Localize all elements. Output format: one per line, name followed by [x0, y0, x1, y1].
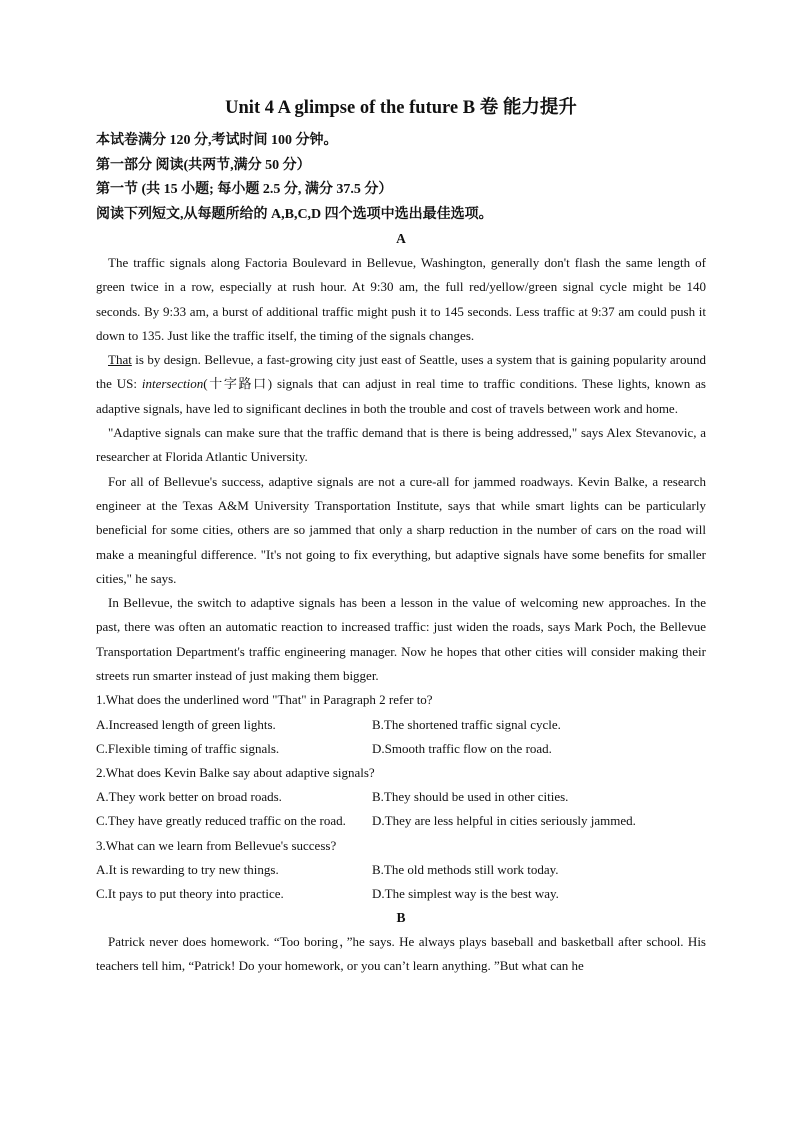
passage-a-paragraph-2	[96, 348, 706, 421]
option-b: B.The shortened traffic signal cycle.	[372, 716, 561, 732]
document-page	[96, 96, 706, 979]
option-d: D.They are less helpful in cities seriously jammed.	[372, 813, 636, 829]
underlined-word: That	[108, 352, 132, 368]
passage-a-label: A	[396, 231, 406, 246]
option-a: A.It is rewarding to try new things.	[96, 861, 279, 877]
passage-a-paragraph-5: In Bellevue, the switch to adaptive signals has been a lesson in the value of welcoming new approaches. In the past, there was often an automatic reaction to increased traffic: just widen the roads, says Mark Poch, the Bellevue Transportation Department's traffic engineering manager. Now he hopes that other cities will consider making their streets run smarter instead of just making them bigger.	[96, 595, 706, 684]
option-d: D.Smooth traffic flow on the road.	[372, 740, 552, 756]
section-heading: 第一节 (共 15 小题; 每小题 2.5 分, 满分 37.5 分）	[96, 182, 393, 197]
option-a: A.They work better on broad roads.	[96, 789, 282, 805]
part-heading: 第一部分 阅读(共两节,满分 50 分）	[96, 157, 311, 173]
option-row	[96, 785, 706, 809]
passage-a-paragraph-3: "Adaptive signals can make sure that the traffic demand that is there is being addressed," says Alex Stevanovic, a researcher at Florida Atlantic University.	[96, 425, 706, 465]
question-2	[96, 761, 706, 834]
paragraph-2-text-a: is by design. Bellevue, a fast-growing city just east of Seattle, uses a system that is gaining popularity around the US:	[96, 352, 706, 392]
passage-a-paragraph-4: For all of Bellevue's success, adaptive signals are not a cure-all for jammed roadways. Kevin Balke, a research engineer at the Texas A&M University Transportation Institute, says that while smart lights can be particularly beneficial for some cities, others are so jammed that only a sharp reduction in the number of cars on the road will make a meaningful difference. "It's not going to fix everything, but adaptive signals have some benefits for smaller cities," he says.	[96, 473, 706, 586]
question-stem: 1.What does the underlined word "That" in Paragraph 2 refer to?	[96, 692, 433, 708]
option-a: A.Increased length of green lights.	[96, 716, 276, 732]
question-1	[96, 688, 706, 761]
question-stem: 2.What does Kevin Balke say about adaptive signals?	[96, 764, 375, 780]
passage-b-paragraph-1: Patrick never does homework. “Too boring，”he says. He always plays baseball and basketball after school. His teachers tell him, “Patrick! Do your homework, or you can’t learn anything. ”But what can he	[96, 934, 706, 974]
paragraph-2-text-b: (十字路口) signals that can adjust in real time to traffic conditions. These lights, known as adaptive signals, have led to significant declines in both the trouble and cost of travels between work and home.	[96, 376, 706, 416]
option-d: D.The simplest way is the best way.	[372, 885, 559, 901]
page-title: Unit 4 A glimpse of the future B 卷 能力提升	[225, 98, 577, 118]
question-3	[96, 834, 706, 907]
option-row	[96, 809, 706, 833]
question-stem: 3.What can we learn from Bellevue's success?	[96, 837, 337, 853]
option-row	[96, 882, 706, 906]
option-row	[96, 737, 706, 761]
option-c: C.Flexible timing of traffic signals.	[96, 740, 280, 756]
instructions: 阅读下列短文,从每题所给的 A,B,C,D 四个选项中选出最佳选项。	[96, 206, 493, 222]
option-row	[96, 858, 706, 882]
option-b: B.The old methods still work today.	[372, 861, 559, 877]
option-b: B.They should be used in other cities.	[372, 789, 569, 805]
option-row	[96, 713, 706, 737]
passage-b-label: B	[396, 910, 406, 926]
option-c: C.It pays to put theory into practice.	[96, 885, 284, 901]
italic-word: intersection	[141, 376, 204, 392]
option-c: C.They have greatly reduced traffic on the road.	[96, 813, 346, 829]
passage-a-paragraph-1: The traffic signals along Factoria Boulevard in Bellevue, Washington, generally don't flash the same length of green twice in a row, especially at rush hour. At 9:30 am, the full red/yellow/green signal cycle might be 140 seconds. By 9:33 am, a burst of additional traffic might push it to 145 seconds. Less traffic at 9:37 am could push it down to 135. Just like the traffic itself, the timing of the signals changes.	[96, 255, 706, 343]
exam-info-line: 本试卷满分 120 分,考试时间 100 分钟。	[96, 133, 338, 148]
